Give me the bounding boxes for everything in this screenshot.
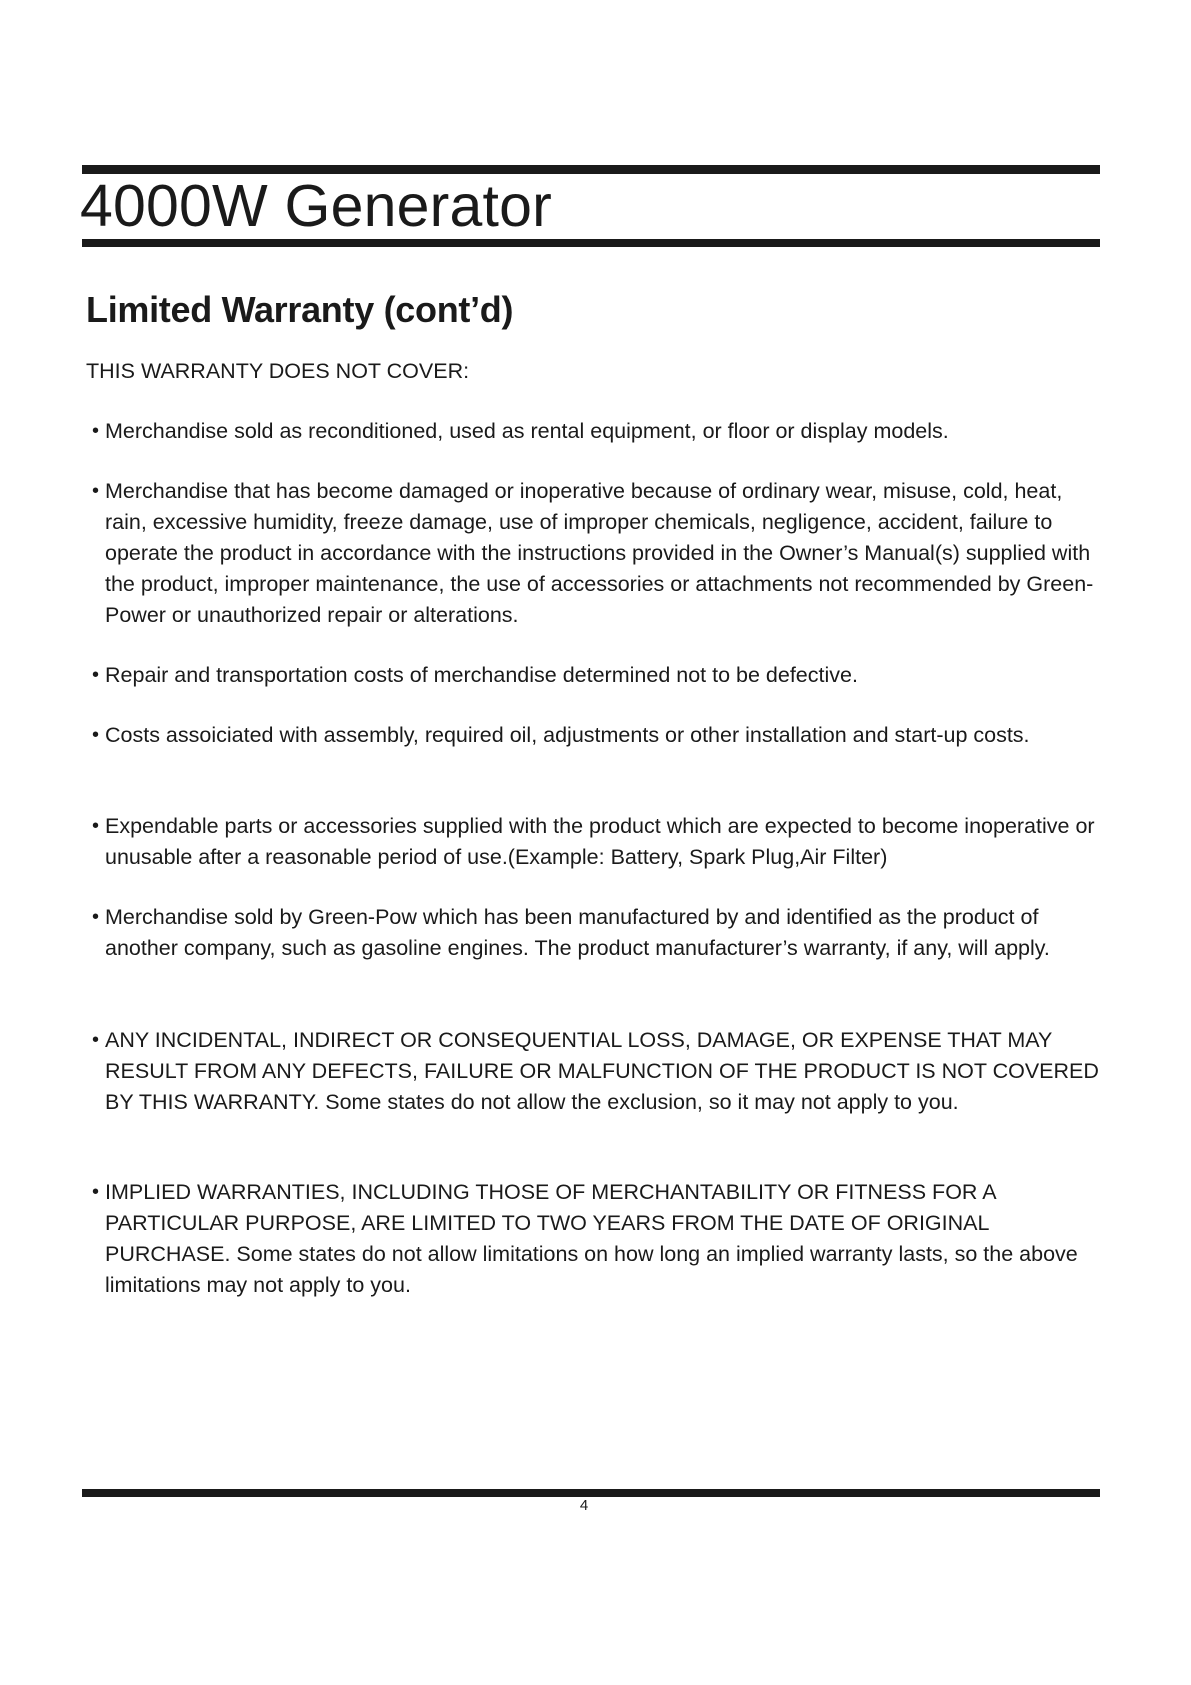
bullet-marker: •	[92, 1029, 100, 1051]
document-title: 4000W Generator	[80, 173, 552, 239]
exclusion-text: Merchandise sold as reconditioned, used as rental equipment, or floor or display models.	[105, 419, 949, 443]
bullet-marker: •	[92, 724, 100, 746]
exclusion-text: Merchandise sold by Green-Pow which has been manufactured by and identified as the product of another company, such as gasoline engines. The product manufacturer’s warranty, if any, will apply.	[105, 905, 1050, 960]
warranty-exclusion-item	[92, 476, 1104, 631]
bullet-marker: •	[92, 815, 100, 837]
title-underline-rule	[82, 239, 1100, 247]
exclusion-text: Repair and transportation costs of merchandise determined not to be defective.	[105, 663, 858, 687]
bullet-marker: •	[92, 906, 100, 928]
warranty-exclusion-item	[92, 902, 1104, 964]
intro-text: THIS WARRANTY DOES NOT COVER:	[86, 359, 470, 383]
warranty-exclusion-item	[92, 811, 1104, 873]
warranty-exclusion-item	[92, 1025, 1104, 1118]
exclusion-text: IMPLIED WARRANTIES, INCLUDING THOSE OF MERCHANTABILITY OR FITNESS FOR A PARTICULAR PURPOSE, ARE LIMITED TO TWO YEARS FROM THE DATE OF ORIGINAL PURCHASE. Some states do not allow limitations on how long an implied warranty lasts, so the above limitations may not apply to you.	[105, 1180, 1078, 1297]
bullet-marker: •	[92, 480, 100, 502]
warranty-exclusion-item	[92, 1177, 1104, 1301]
exclusion-text: ANY INCIDENTAL, INDIRECT OR CONSEQUENTIAL LOSS, DAMAGE, OR EXPENSE THAT MAY RESULT FROM ANY DEFECTS, FAILURE OR MALFUNCTION OF THE PRODUCT IS NOT COVERED BY THIS WARRANTY. Some states do not allow the exclusion, so it may not apply to you.	[105, 1028, 1099, 1114]
bullet-marker: •	[92, 664, 100, 686]
warranty-exclusion-item	[92, 660, 1104, 691]
bullet-marker: •	[92, 420, 100, 442]
exclusion-text: Costs assoiciated with assembly, required oil, adjustments or other installation and start-up costs.	[105, 723, 1030, 747]
bullet-marker: •	[92, 1181, 100, 1203]
warranty-exclusion-item	[92, 416, 1104, 447]
exclusion-text: Expendable parts or accessories supplied with the product which are expected to become inoperative or unusable after a reasonable period of use.(Example: Battery, Spark Plug,Air Filter)	[105, 814, 1095, 869]
warranty-exclusion-item	[92, 720, 1104, 751]
page-number: 4	[579, 1497, 589, 1514]
exclusion-text: Merchandise that has become damaged or inoperative because of ordinary wear, misuse, cold, heat, rain, excessive humidity, freeze damage, use of improper chemicals, negligence, accident, failure to operate the product in accordance with the instructions provided in the Owner’s Manual(s) supplied with the product, improper maintenance, the use of accessories or attachments not recommended by Green-Power or unauthorized repair or alterations.	[105, 479, 1094, 627]
section-heading: Limited Warranty (cont’d)	[86, 289, 514, 330]
